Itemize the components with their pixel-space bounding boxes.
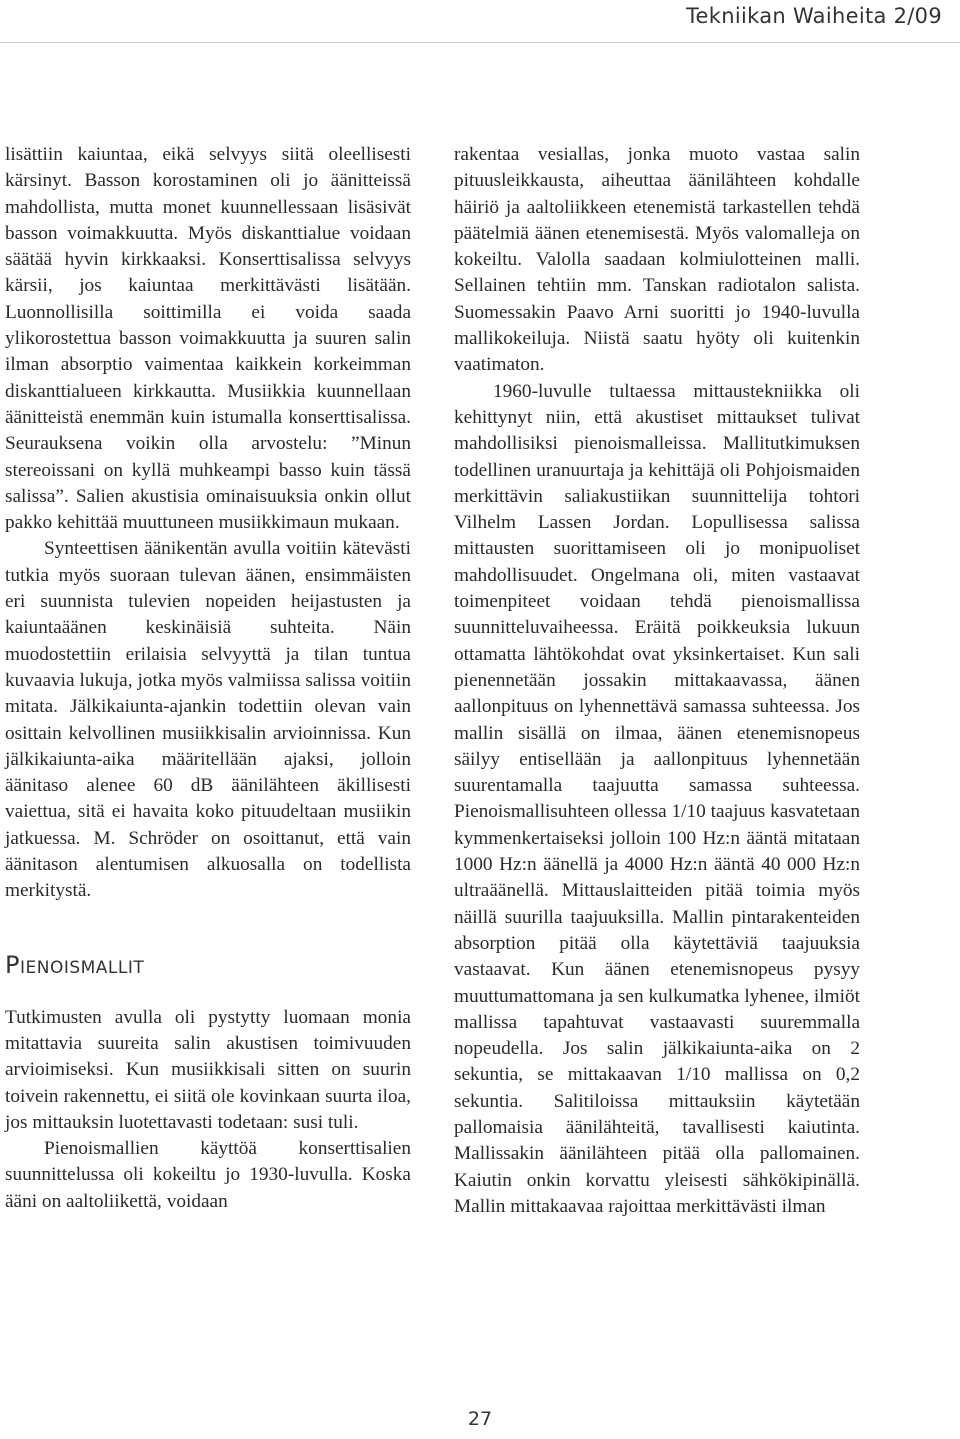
header-divider xyxy=(0,42,960,43)
left-paragraph-1: lisättiin kaiuntaa, eikä selvyys siitä oleellisesti kärsinyt. Basson korostaminen oli jo äänitteissä mahdollista, mutta monet kuunnellessaan lisäsivät basson voimakkuutta. Myös diskanttialue voidaan säätää hyvin kirkkaaksi. Konserttisalissa selvyys kärsii, jos kaiuntaa merkittävästi lisätään. Luonnollisilla soittimilla ei voida saada ylikorostettua basson voimakkuutta ja suuren salin ilman absorptio vaimentaa kaikkein korkeimman diskanttialueen kirkkautta. Musiikkia kuunnellaan äänitteistä enemmän kuin istumalla konserttisalissa. Seurauksena voikin olla arvostelu: ”Minun stereoissani on kyllä muhkeampi basso kuin tässä salissa”. Salien akustisia ominaisuuksia onkin ollut pakko kehittää muuttuneen musiikkimaun mukaan. xyxy=(5,144,411,534)
left-paragraph-3: Tutkimusten avulla oli pystytty luomaan monia mitattavia suureita salin akustisen toimivuuden arvioimiseksi. Kun musiikkisali sitten on suurin toivein rakennettu, ei siitä ole kovinkaan suurta iloa, jos mittauksin luotettavasti todetaan: susi tuli. xyxy=(5,1006,411,1133)
right-column xyxy=(454,142,860,1220)
left-column xyxy=(5,142,411,1215)
section-heading: Pienoismallit xyxy=(5,950,145,979)
right-paragraph-2: 1960-luvulle tultaessa mittaustekniikka oli kehittynyt niin, että akustiset mittaukset tulivat mahdollisiksi pienoismalleissa. Mallitutkimuksen todellinen uranuurtaja ja kehittäjä oli Pohjoismaiden merkittävin saliakustiikan suunnittelija tohtori Vilhelm Lassen Jordan. Lopullisessa salissa mittausten suorittamiseen oli jo monipuoliset mahdollisuudet. Ongelmana oli, miten vastaavat toimenpiteet voidaan tehdä pienoismallissa suunnitteluvaiheessa. Eräitä poikkeuksia lukuun ottamatta lähtökohdat ovat yksinkertaiset. Kun sali pienennetään jossakin mittakaavassa, äänen aallonpituus on lyhennettävä samassa suhteessa. Jos mallin sisällä on ilmaa, äänen etenemisnopeus säilyy entisellään ja aallonpituus lyhennetään suurentamalla taajuutta samassa suhteessa. Pienoismallisuhteen ollessa 1/10 taajuus kasvatetaan kymmenkertaiseksi jolloin 100 Hz:n ääntä mitataan 1000 Hz:n äänellä ja 4000 Hz:n ääntä 40 000 Hz:n ultraäänellä. Mittauslaitteiden pitää toimia myös näillä suurilla taajuuksilla. Mallin pintarakenteiden absorption pitää olla käytettäviä taajuuksia vastaavat. Kun äänen etenemisnopeus pysyy muuttumattomana ja sen kulkumatka lyhenee, ilmiöt mallissa tapahtuvat vastaavasti suuremmalla nopeudella. Jos salin jälkikaiunta-aika on 2 sekuntia, se mittakaavan 1/10 mallissa on 0,2 sekuntia. Salitiloissa mittauksiin käytetään pallomaisia äänilähteitä, tavallisesti kaiutinta. Mallissakin äänilähteen pitää olla pallomainen. Kaiutin onkin korvattu yleisesti sähkökipinällä. Mallin mittakaavaa rajoittaa merkittävästi ilman xyxy=(454,380,860,1217)
page-number: 27 xyxy=(467,1408,493,1430)
publication-title: Tekniikan Waiheita 2/09 xyxy=(686,4,942,28)
left-paragraph-2: Synteettisen äänikentän avulla voitiin kätevästi tutkia myös suoraan tulevan äänen, ensimmäisten eri suunnista tulevien nopeiden heijastusten ja kaiuntaäänen keskinäisiä suhteita. Näin muodostettiin erilaisia selvyyttä ja tilan tuntua kuvaavia lukuja, jotka myös valmiissa salissa voitiin mitata. Jälkikaiunta-ajankin todettiin olevan vain osittain kelvollinen musiikkisalin arvioinnissa. Kun jälkikaiunta-aika määritellään ajaksi, jolloin äänitaso alenee 60 dB äänilähteen äkillisesti vaiettua, sitä ei havaita koko pituudeltaan musiikin jatkuessa. M. Schröder on osoittanut, että vain äänitason alentumisen alkuosalla on todellista merkitystä. xyxy=(5,538,411,902)
page-header xyxy=(0,0,960,58)
right-paragraph-1: rakentaa vesiallas, jonka muoto vastaa salin pituusleikkausta, aiheuttaa äänilähteen kohdalle häiriö ja aaltoliikkeen etenemistä tarkastellen tehdä päätelmiä äänen etenemisestä. Myös valomalleja on kokeiltu. Valolla saadaan kolmiulotteinen malli. Sellainen tehtiin mm. Tanskan radiotalon salista. Suomessakin Paavo Arni suoritti jo 1940-luvulla mallikokeiluja. Niistä saatu hyöty oli kuitenkin vaatimaton. xyxy=(454,144,860,376)
left-paragraph-4: Pienoismallien käyttöä konserttisalien suunnittelussa oli kokeiltu jo 1930-luvulla. Koska ääni on aaltoliikettä, voidaan xyxy=(5,1138,411,1212)
